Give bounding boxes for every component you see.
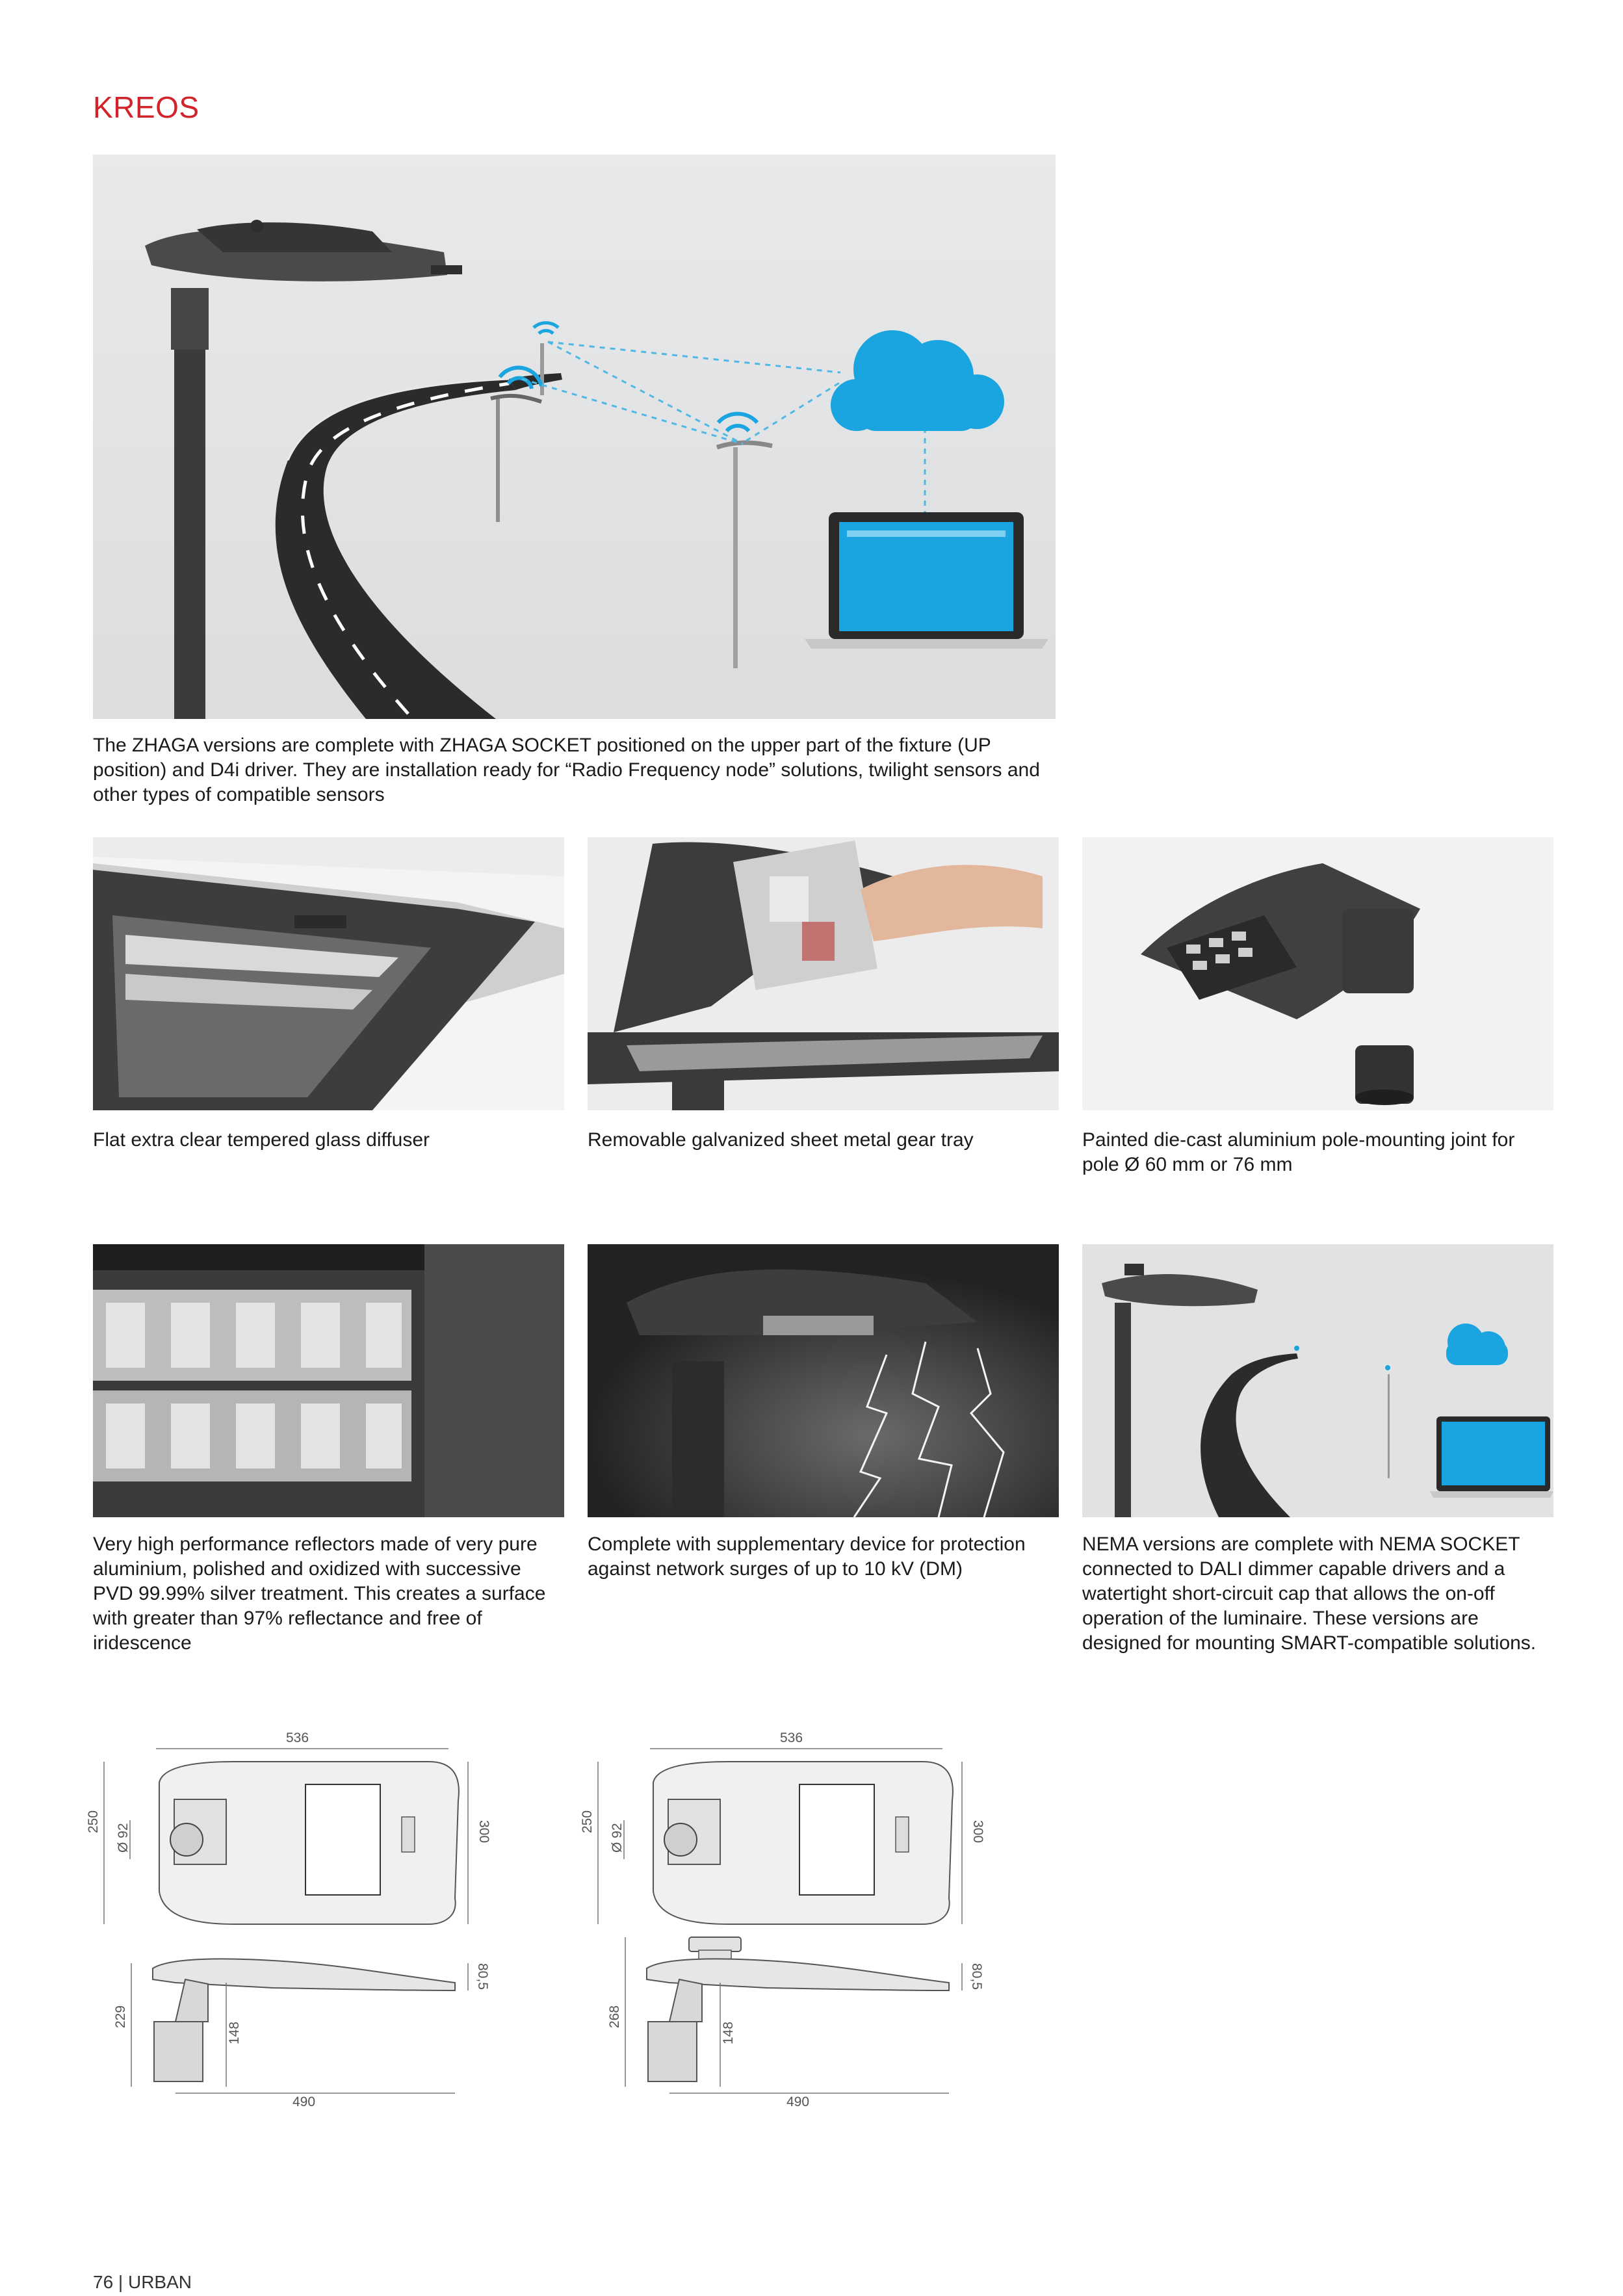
dim-top-depth: 250 [580, 1810, 595, 1833]
laptop-icon [805, 512, 1048, 649]
feature-caption-3: Painted die-cast aluminium pole-mounting joint for pole Ø 60 mm or 76 mm [1082, 1129, 1515, 1175]
dim-side-height: 268 [607, 2005, 622, 2028]
page-title: KREOS [93, 90, 200, 124]
pole-joint-photo [1082, 837, 1553, 1110]
reflectors-photo [93, 1244, 564, 1517]
wifi-icon [534, 323, 558, 333]
technical-drawing-zhaga [78, 1723, 494, 2113]
dim-side-length: 490 [292, 2094, 316, 2109]
feature-caption-6: NEMA versions are complete with NEMA SOCKET connected to DALI dimmer capable drivers and a watertight short-circuit cap that allows the on-off operation of the luminaire. These versions are designed for mounting SMART-compatible solutions. [1082, 1533, 1537, 1654]
dim-side-length: 490 [786, 2094, 810, 2109]
feature-caption-2: Removable galvanized sheet metal gear tray [588, 1129, 974, 1151]
surge-protection-photo [588, 1244, 1059, 1517]
dim-diameter: Ø 92 [610, 1823, 625, 1853]
dim-side-thickness: 80,5 [969, 1963, 984, 1990]
wifi-icon [718, 413, 757, 431]
dim-right-height: 300 [476, 1820, 491, 1844]
dim-side-joint: 148 [227, 2021, 242, 2044]
feature-caption-1: Flat extra clear tempered glass diffuser [93, 1129, 430, 1151]
gear-tray-photo [588, 837, 1059, 1110]
technical-drawing-nema [572, 1723, 988, 2113]
dim-right-height: 300 [970, 1820, 985, 1844]
dim-top-depth: 250 [86, 1810, 101, 1833]
dim-side-thickness: 80,5 [475, 1963, 490, 1990]
dim-side-height: 229 [113, 2005, 128, 2028]
smart-road-illustration [93, 155, 1056, 719]
feature-caption-4: Very high performance reflectors made of very pure aluminium, polished and oxidized with successive PVD 99.99% silver treatment. This creates a surface with greater than 97% reflectance and free of iridescence [93, 1533, 546, 1654]
nema-version-photo [1082, 1244, 1553, 1517]
cloud-icon [831, 330, 1004, 431]
dim-top-width: 536 [780, 1730, 803, 1745]
hero-image [93, 155, 1056, 719]
dim-top-width: 536 [286, 1730, 309, 1745]
page-footer: 76 | URBAN [93, 2272, 192, 2292]
feature-caption-5: Complete with supplementary device for protection against network surges of up to 10 kV (DM) [588, 1533, 1026, 1580]
hero-caption: The ZHAGA versions are complete with ZHAGA SOCKET positioned on the upper part of the fixture (UP position) and D4i driver. They are installation ready for “Radio Frequency node” solutions, twilight sensors and other types of compatible sensors [93, 735, 1040, 805]
dim-diameter: Ø 92 [116, 1823, 131, 1853]
dim-side-joint: 148 [721, 2021, 736, 2044]
glass-diffuser-photo [93, 837, 564, 1110]
